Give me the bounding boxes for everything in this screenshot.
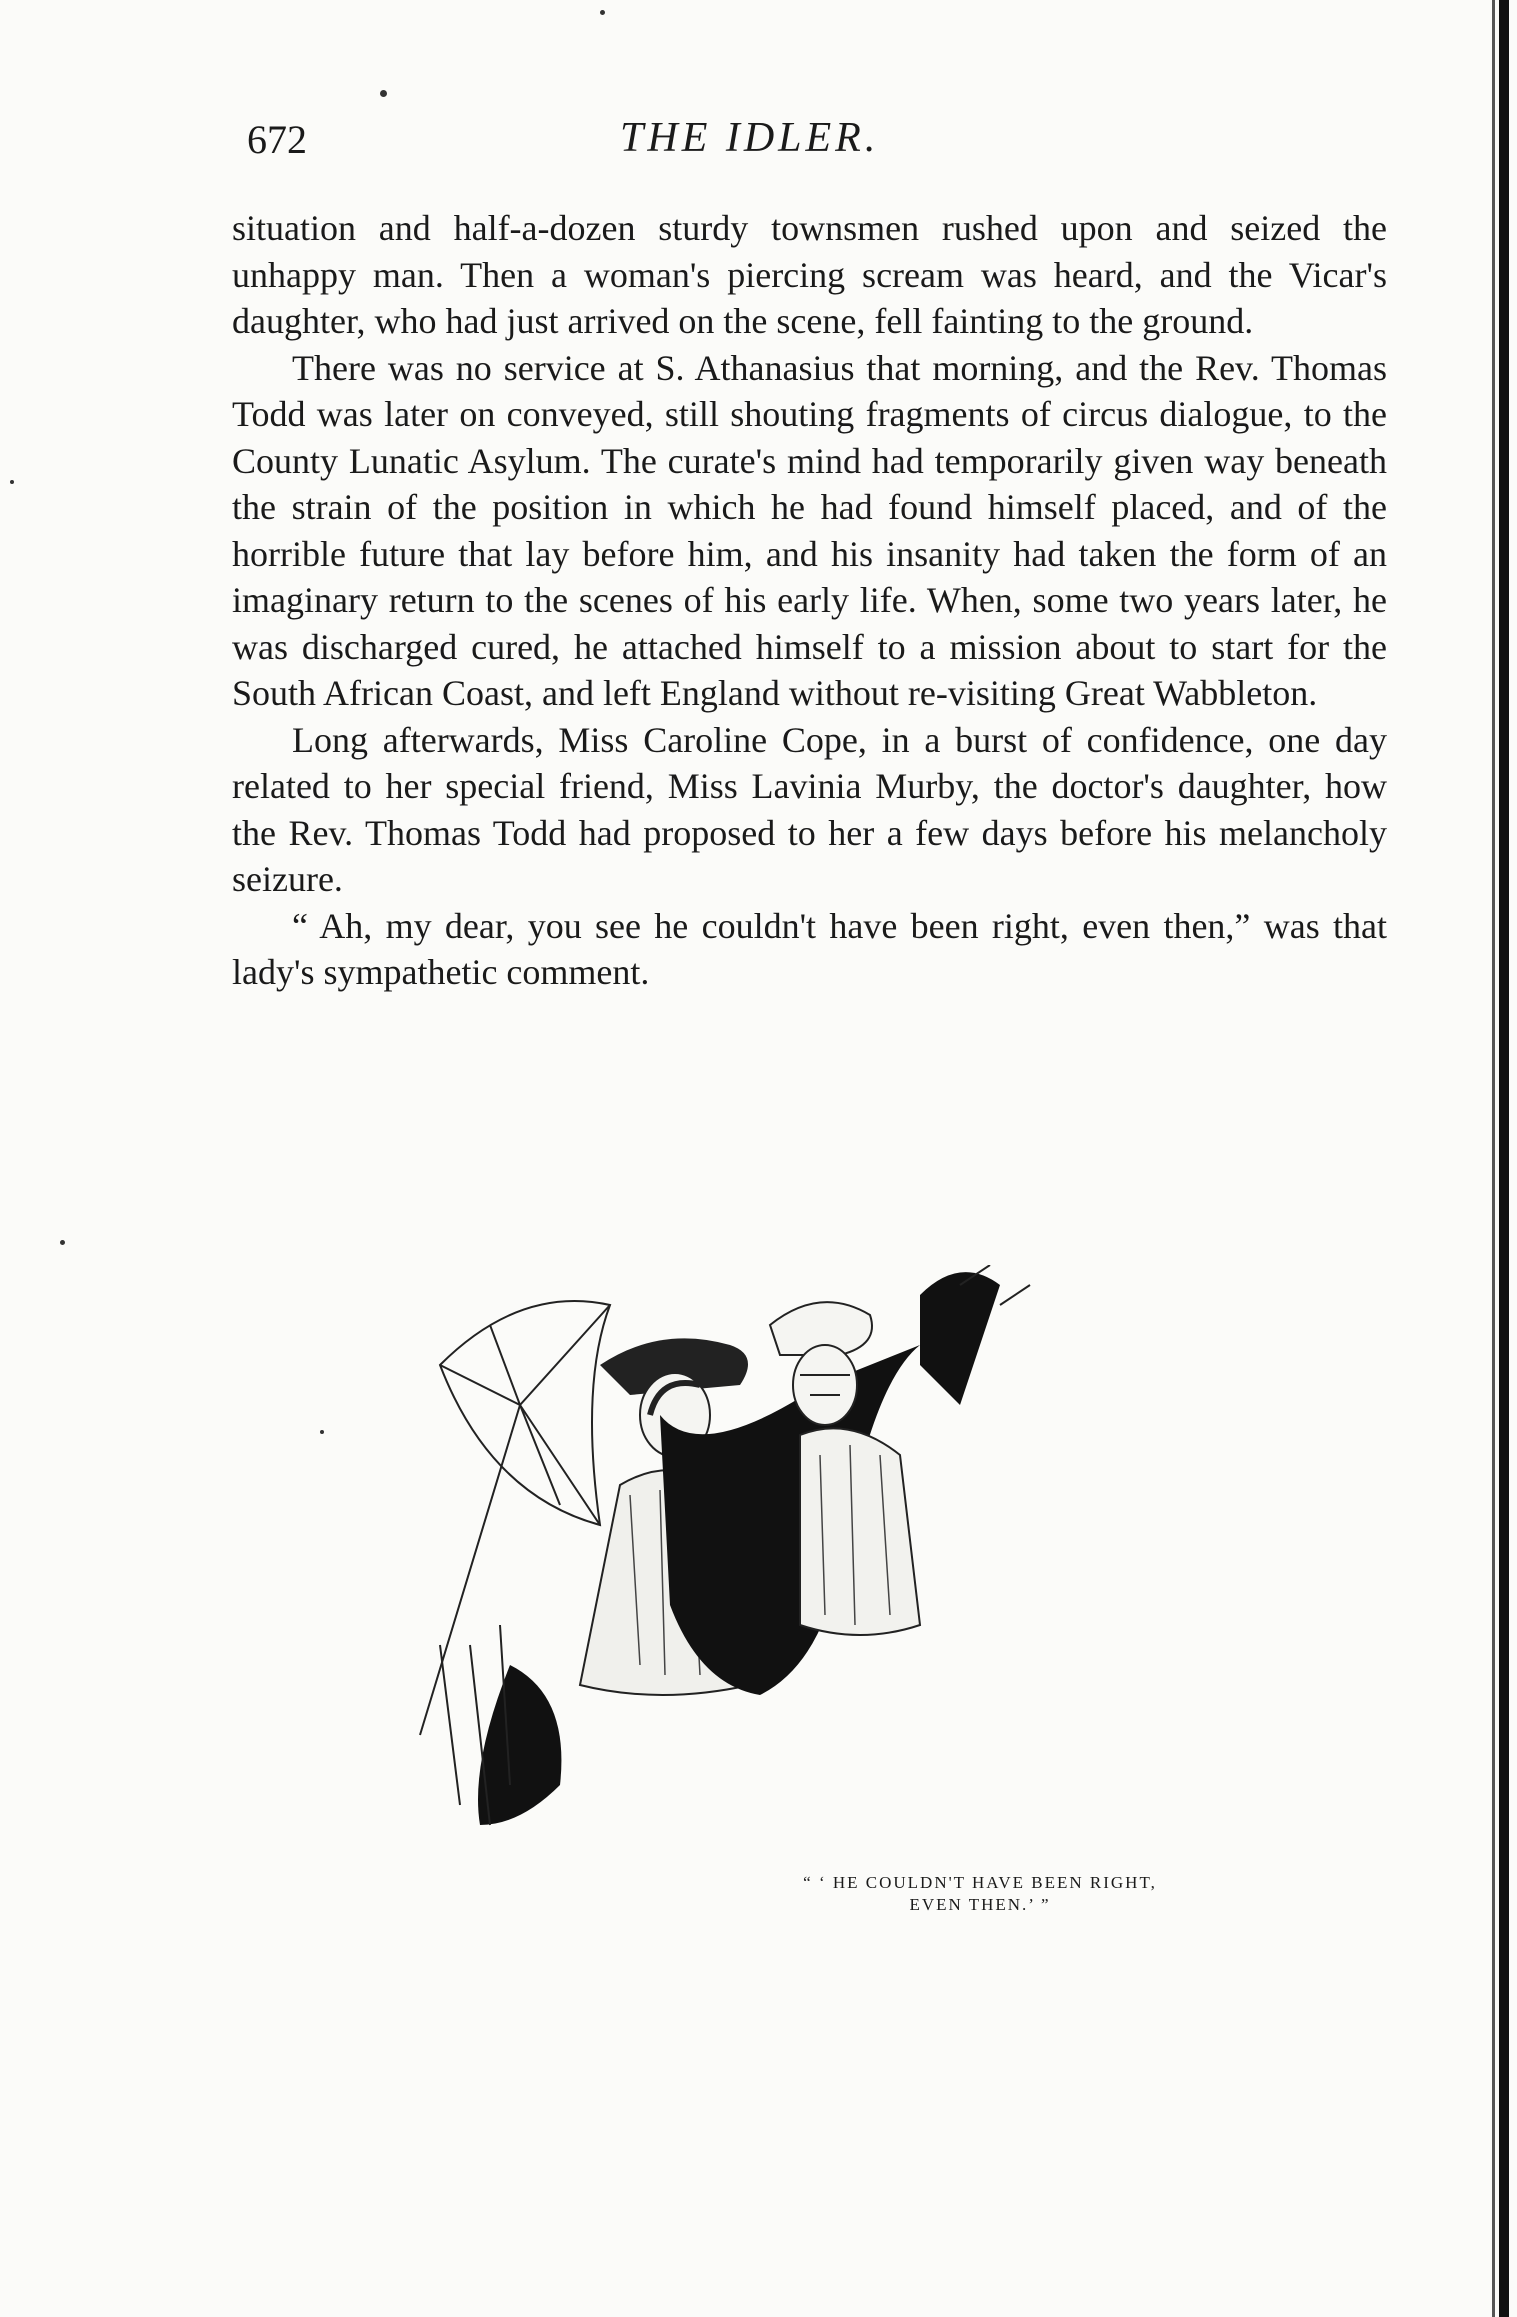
right-lady-drawing bbox=[660, 1265, 1030, 1695]
paragraph-1: situation and half-a-dozen sturdy townsmen rushed upon and seized the unhappy man. Then a woman's piercing scream was heard, and the Vicar's daughter, who had just arrived on the scene, fell fainting to the ground. bbox=[232, 208, 1387, 341]
illustration bbox=[400, 1265, 1260, 1955]
running-title: THE IDLER. bbox=[620, 115, 880, 161]
page-edge-shadow bbox=[1492, 0, 1495, 2317]
paragraph-3: Long afterwards, Miss Caroline Cope, in a burst of confidence, one day related to her special friend, Miss Lavinia Murby, the doctor's daughter, how the Rev. Thomas Todd had proposed to her a few days before his melancholy seizure. bbox=[232, 719, 1387, 899]
illustration-two-ladies bbox=[400, 1265, 1260, 1955]
print-speck bbox=[380, 90, 387, 97]
caption-line-1: “ ‘ HE COULDN'T HAVE BEEN RIGHT, bbox=[803, 1873, 1157, 1892]
print-speck bbox=[320, 1430, 324, 1434]
page-header bbox=[0, 108, 1517, 168]
paragraph-4: “ Ah, my dear, you see he couldn't have been right, even then,” was that lady's sympathetic comment. bbox=[232, 905, 1387, 992]
print-speck bbox=[10, 480, 14, 484]
paragraph-2: There was no service at S. Athanasius that morning, and the Rev. Thomas Todd was later on conveyed, still shouting fragments of circus dialogue, to the County Lunatic Asylum. The curate's mind had temporarily given way beneath the strain of the position in which he had found himself placed, and of the horrible future that lay before him, and his insanity had taken the form of an imaginary return to the scenes of his early life. When, some two years later, he was discharged cured, he attached himself to a mission about to start for the South African Coast, and left England without re-visiting Great Wabbleton. bbox=[232, 347, 1387, 713]
body-text bbox=[232, 205, 1387, 996]
caption-line-2: EVEN THEN.’ ” bbox=[909, 1895, 1051, 1914]
illustration-caption bbox=[720, 1872, 1240, 1916]
print-speck bbox=[60, 1240, 65, 1245]
print-speck bbox=[600, 10, 605, 15]
page-number: 672 bbox=[247, 117, 307, 162]
page-edge-binding bbox=[1499, 0, 1509, 2317]
